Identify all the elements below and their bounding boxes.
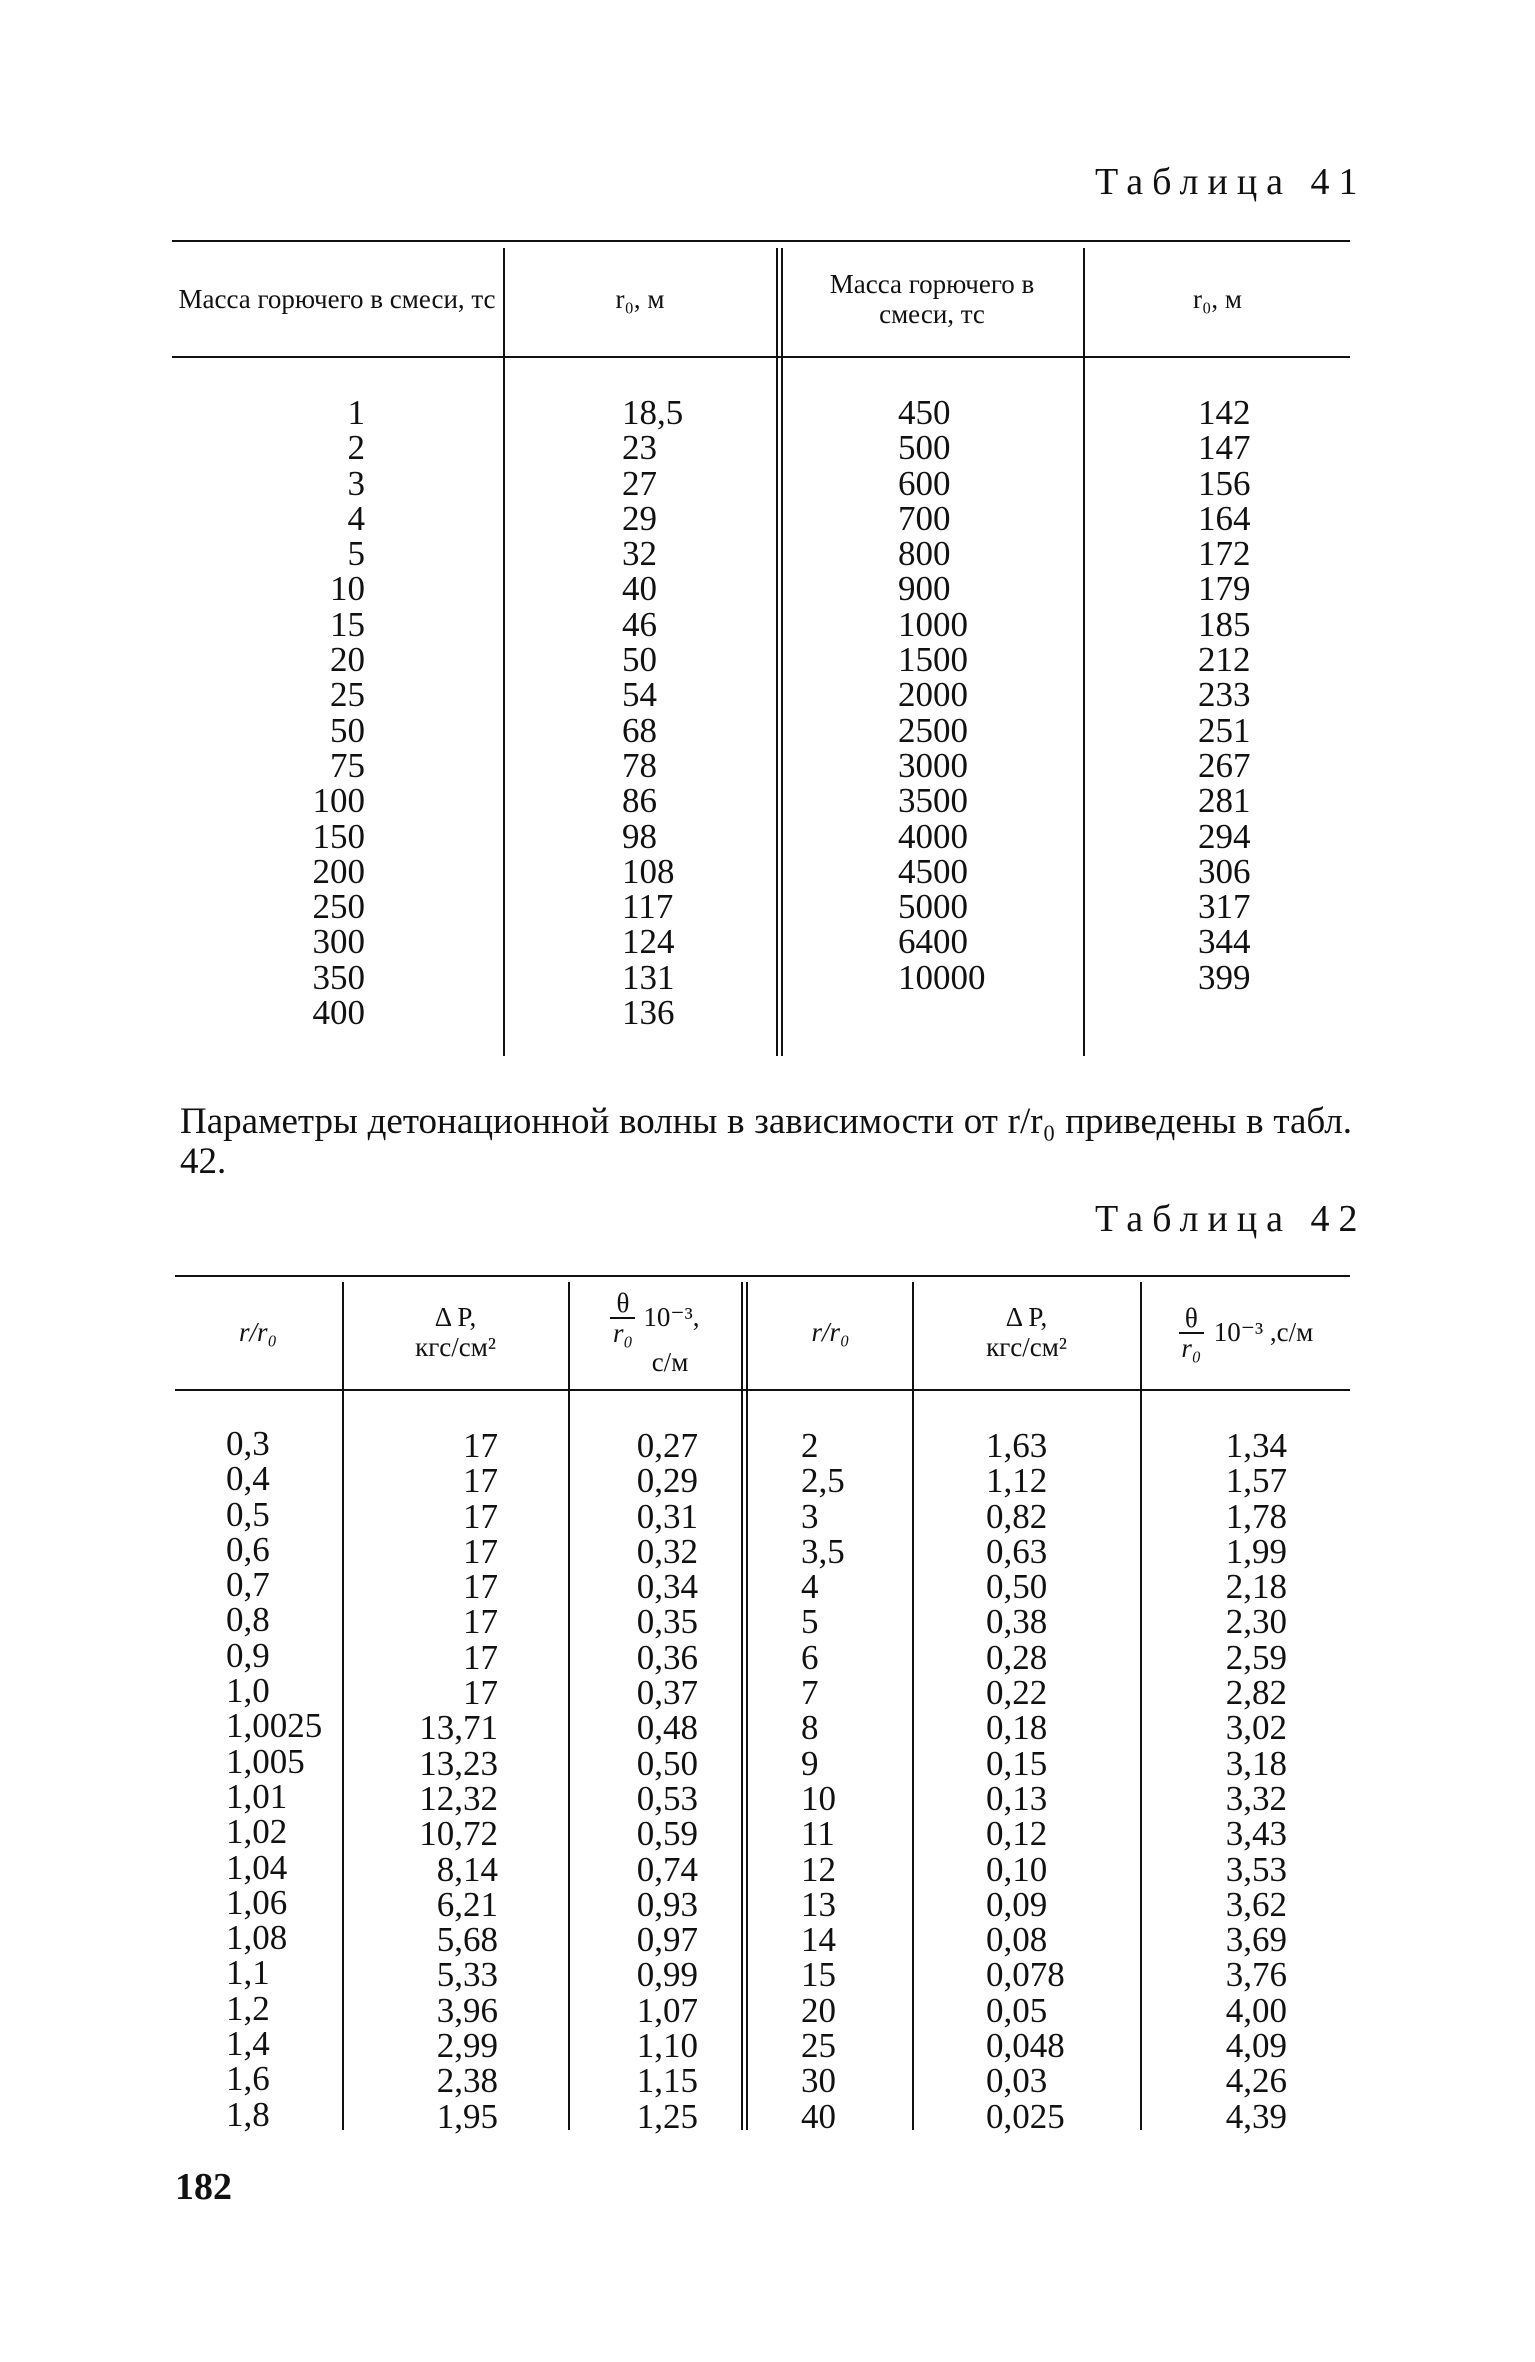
table-cell: 306 [1198,851,1251,891]
table-cell: 200 [312,851,365,891]
table-cell: 5,68 [436,1920,498,1960]
table-cell: 17 [463,1531,498,1571]
table-cell: 17 [463,1426,498,1465]
table42-divider [1140,1282,1142,2130]
table41-col-mass2 [898,395,1058,995]
table-cell: 6,21 [436,1884,498,1924]
table-cell: 700 [898,498,951,538]
table-cell: 0,37 [636,1673,698,1713]
table-cell: 317 [1198,887,1251,927]
table-cell: 2000 [898,675,968,715]
table-cell: 10 [801,1778,836,1818]
table-cell: 9 [801,1743,819,1783]
table-cell: 10 [330,569,365,609]
table-cell: 1,34 [1225,1426,1287,1465]
table-cell: 1,57 [1225,1461,1287,1501]
table-cell: 1,4 [226,2024,270,2064]
table-cell: 0,53 [636,1778,698,1818]
table41-col-mass [250,393,365,1033]
table-cell: 0,48 [636,1708,698,1748]
table-cell: 1,25 [636,2096,698,2136]
table41-divider [503,248,505,1056]
table42-top-rule [175,1275,1350,1277]
table-cell: 281 [1198,781,1251,821]
table-cell: 1000 [898,604,968,644]
table-cell: 12 [801,1849,836,1889]
table-cell: 0,9 [226,1635,270,1675]
table-cell: 179 [1198,569,1251,609]
table-cell: 0,18 [986,1708,1048,1748]
table42-col-dp [390,1428,498,2134]
table-cell: 3,53 [1225,1849,1287,1889]
table-cell: 1,07 [636,1990,698,2030]
table-cell: 17 [463,1637,498,1677]
table-cell: 2,18 [1225,1567,1287,1607]
table41-header-r0-2: r₀, м [1193,284,1242,315]
table-cell: 12,32 [419,1778,498,1818]
table42-col-theta [590,1428,698,2134]
table-cell: 1,12 [986,1461,1048,1501]
table-cell: 172 [1198,534,1251,574]
table-cell: 2 [347,428,365,468]
table-cell: 1,1 [226,1953,270,1993]
table-cell: 0,025 [986,2096,1065,2136]
table-cell: 6 [801,1637,819,1677]
table-cell: 17 [463,1602,498,1642]
table-cell: 1,99 [1225,1531,1287,1571]
table-cell: 3,43 [1225,1814,1287,1854]
table41-double-divider [776,248,783,1056]
table-cell: 27 [622,463,657,503]
table42-divider [568,1282,570,2130]
table-cell: 14 [801,1920,836,1960]
table-cell: 50 [622,640,657,680]
table-cell: 4500 [898,851,968,891]
table-cell: 294 [1198,816,1251,856]
table42-caption: Таблица 42 [1095,1198,1367,1240]
table-cell: 0,82 [986,1496,1048,1536]
table-cell: 3000 [898,745,968,785]
table-cell: 20 [801,1990,836,2030]
table-cell: 17 [463,1567,498,1607]
table-cell: 3,5 [801,1531,845,1571]
table-cell: 108 [622,851,675,891]
table-cell: 0,7 [226,1565,270,1605]
table-cell: 1,95 [436,2096,498,2136]
table42-header-theta2: θ r₀ 10⁻³ ,с/м [1142,1280,1350,1386]
table-cell: 800 [898,534,951,574]
table42-header-theta: θ r₀ 10⁻³, с/м [570,1280,740,1386]
table-cell: 0,5 [226,1494,270,1534]
table-cell: 0,13 [986,1778,1048,1818]
table-cell: 3,96 [436,1990,498,2030]
table-cell: 0,05 [986,1990,1048,2030]
table-cell: 20 [330,640,365,680]
table-cell: 3,62 [1225,1884,1287,1924]
table-cell: 17 [463,1496,498,1536]
table-cell: 0,97 [636,1920,698,1960]
table-cell: 8 [801,1708,819,1748]
table-cell: 0,15 [986,1743,1048,1783]
table-cell: 5,33 [436,1955,498,1995]
table-cell: 1,005 [226,1741,305,1781]
table-cell: 185 [1198,604,1251,644]
table41-top-rule [172,240,1350,242]
table-cell: 156 [1198,463,1251,503]
table42-col-theta2 [1200,1428,1287,2134]
table-cell: 233 [1198,675,1251,715]
table-cell: 1,0025 [226,1706,323,1746]
table-cell: 0,34 [636,1567,698,1607]
table42-header-dp2: Δ P, кгс/см² [986,1302,1067,1362]
table-cell: 147 [1198,428,1251,468]
table-cell: 3,76 [1225,1955,1287,1995]
table-cell: 23 [622,428,657,468]
table-cell: 117 [622,887,674,927]
table41-header-r0: r₀, м [615,284,665,315]
table42-header-ratio2: r/r₀ [811,1317,850,1348]
table-cell: 10,72 [419,1814,498,1854]
table-cell: 0,8 [226,1600,270,1640]
table-cell: 0,29 [636,1461,698,1501]
table-cell: 6400 [898,922,968,962]
table-cell: 3 [347,463,365,503]
table-cell: 4,09 [1225,2026,1287,2066]
table-cell: 100 [312,781,365,821]
table42-header-dp: Δ P, кгс/см² [415,1302,496,1362]
table-cell: 29 [622,498,657,538]
table-cell: 150 [312,816,365,856]
table-cell: 350 [312,957,365,997]
table42-col-ratio [226,1426,341,2132]
table41-header-mass2: Масса горючего в смеси, тс [829,269,1035,329]
table-cell: 2 [801,1426,819,1465]
table41-col-r0-2 [1198,395,1318,995]
table-cell: 4,00 [1225,1990,1287,2030]
table-cell: 17 [463,1461,498,1501]
table-cell: 0,6 [226,1529,270,1569]
table-cell: 11 [801,1814,835,1854]
table-cell: 2,99 [436,2026,498,2066]
table-cell: 500 [898,428,951,468]
table-cell: 0,03 [986,2061,1048,2101]
table-cell: 7 [801,1673,819,1713]
table-cell: 0,36 [636,1637,698,1677]
table-cell: 0,35 [636,1602,698,1642]
table42-divider [342,1282,344,2130]
table-cell: 0,38 [986,1602,1048,1642]
table-cell: 78 [622,745,657,785]
table42-header-ratio: r/r₀ [239,1317,277,1348]
table-cell: 164 [1198,498,1251,538]
table-cell: 1,04 [226,1847,288,1887]
table-cell: 0,74 [636,1849,698,1889]
table-cell: 4 [801,1567,819,1607]
table-cell: 17 [463,1673,498,1713]
table-cell: 13 [801,1884,836,1924]
table-cell: 267 [1198,745,1251,785]
table41-caption: Таблица 41 [1095,161,1367,203]
table-cell: 15 [330,604,365,644]
table-cell: 54 [622,675,657,715]
table42-divider [912,1282,914,2130]
table-cell: 0,09 [986,1884,1048,1924]
table-cell: 1,01 [226,1776,288,1816]
table-cell: 1,78 [1225,1496,1287,1536]
table-cell: 25 [330,675,365,715]
table-cell: 1,15 [636,2061,698,2101]
table-cell: 0,4 [226,1459,270,1499]
table-cell: 5000 [898,887,968,927]
table-cell: 0,27 [636,1426,698,1465]
table-cell: 1 [347,393,365,432]
table-cell: 136 [622,993,675,1033]
table-cell: 400 [312,993,365,1033]
table-cell: 0,12 [986,1814,1048,1854]
table-cell: 0,31 [636,1496,698,1536]
table-cell: 8,14 [436,1849,498,1889]
table-cell: 0,59 [636,1814,698,1854]
table-cell: 1500 [898,640,968,680]
table-cell: 2,59 [1225,1637,1287,1677]
table-cell: 13,71 [419,1708,498,1748]
table42-col-ratio2 [801,1428,901,2134]
table-cell: 4,26 [1225,2061,1287,2101]
table-cell: 2,38 [436,2061,498,2101]
table-cell: 86 [622,781,657,821]
table-cell: 0,078 [986,1955,1065,1995]
table-cell: 0,08 [986,1920,1048,1960]
table-cell: 0,28 [986,1637,1048,1677]
table-cell: 50 [330,710,365,750]
table-cell: 124 [622,922,675,962]
table-cell: 1,06 [226,1882,288,1922]
table-cell: 250 [312,887,365,927]
table-cell: 0,22 [986,1673,1048,1713]
table-cell: 1,10 [636,2026,698,2066]
table-cell: 0,3 [226,1424,270,1463]
table-cell: 251 [1198,710,1251,750]
table-cell: 4,39 [1225,2096,1287,2136]
table-cell: 212 [1198,640,1251,680]
table-cell: 98 [622,816,657,856]
table-cell: 40 [622,569,657,609]
table-cell: 2,5 [801,1461,845,1501]
table-cell: 0,32 [636,1531,698,1571]
table41-header-rule [172,356,1350,358]
table-cell: 32 [622,534,657,574]
table-cell: 3,02 [1225,1708,1287,1748]
table-cell: 15 [801,1955,836,1995]
table-cell: 0,50 [636,1743,698,1783]
table41-divider [1083,248,1085,1056]
table-cell: 0,63 [986,1531,1048,1571]
table-cell: 0,50 [986,1567,1048,1607]
table-cell: 1,63 [986,1426,1048,1465]
table-cell: 399 [1198,957,1251,997]
page-number: 182 [175,2166,232,2208]
table-cell: 0,99 [636,1955,698,1995]
table-cell: 5 [801,1602,819,1642]
table-cell: 40 [801,2096,836,2136]
table-cell: 142 [1198,393,1251,432]
paragraph-text: Параметры детонационной волны в зависимости от r/r₀ приведены в табл. 42. [180,1101,1352,1182]
table41-col-r0 [622,393,762,1033]
table-cell: 30 [801,2061,836,2101]
table-cell: 1,02 [226,1812,288,1852]
table-cell: 3,32 [1225,1778,1287,1818]
table-cell: 131 [622,957,675,997]
table-cell: 3,69 [1225,1920,1287,1960]
table-cell: 4000 [898,816,968,856]
table-cell: 13,23 [419,1743,498,1783]
table-cell: 46 [622,604,657,644]
table-cell: 900 [898,569,951,609]
table-cell: 75 [330,745,365,785]
table-cell: 0,048 [986,2026,1065,2066]
table-cell: 3,18 [1225,1743,1287,1783]
table42-col-dp2 [986,1428,1116,2134]
table-cell: 600 [898,463,951,503]
table-cell: 1,08 [226,1918,288,1958]
table-cell: 1,6 [226,2059,270,2099]
table42-double-divider [741,1282,748,2130]
table-cell: 300 [312,922,365,962]
table-cell: 3500 [898,781,968,821]
table-cell: 3 [801,1496,819,1536]
table-cell: 344 [1198,922,1251,962]
table-cell: 450 [898,393,951,432]
table-cell: 1,2 [226,1988,270,2028]
table-cell: 2,30 [1225,1602,1287,1642]
table41-header-mass: Масса горючего в смеси, тс [178,284,496,315]
table-cell: 0,93 [636,1884,698,1924]
table-cell: 25 [801,2026,836,2066]
table-cell: 2,82 [1225,1673,1287,1713]
table-cell: 4 [347,498,365,538]
table-cell: 68 [622,710,657,750]
table-cell: 1,0 [226,1671,270,1711]
table-cell: 18,5 [622,393,684,432]
table-cell: 0,10 [986,1849,1048,1889]
table-cell: 2500 [898,710,968,750]
table-cell: 10000 [898,957,986,997]
table-cell: 5 [347,534,365,574]
table-cell: 1,8 [226,2094,270,2134]
table42-header-rule [175,1389,1350,1391]
